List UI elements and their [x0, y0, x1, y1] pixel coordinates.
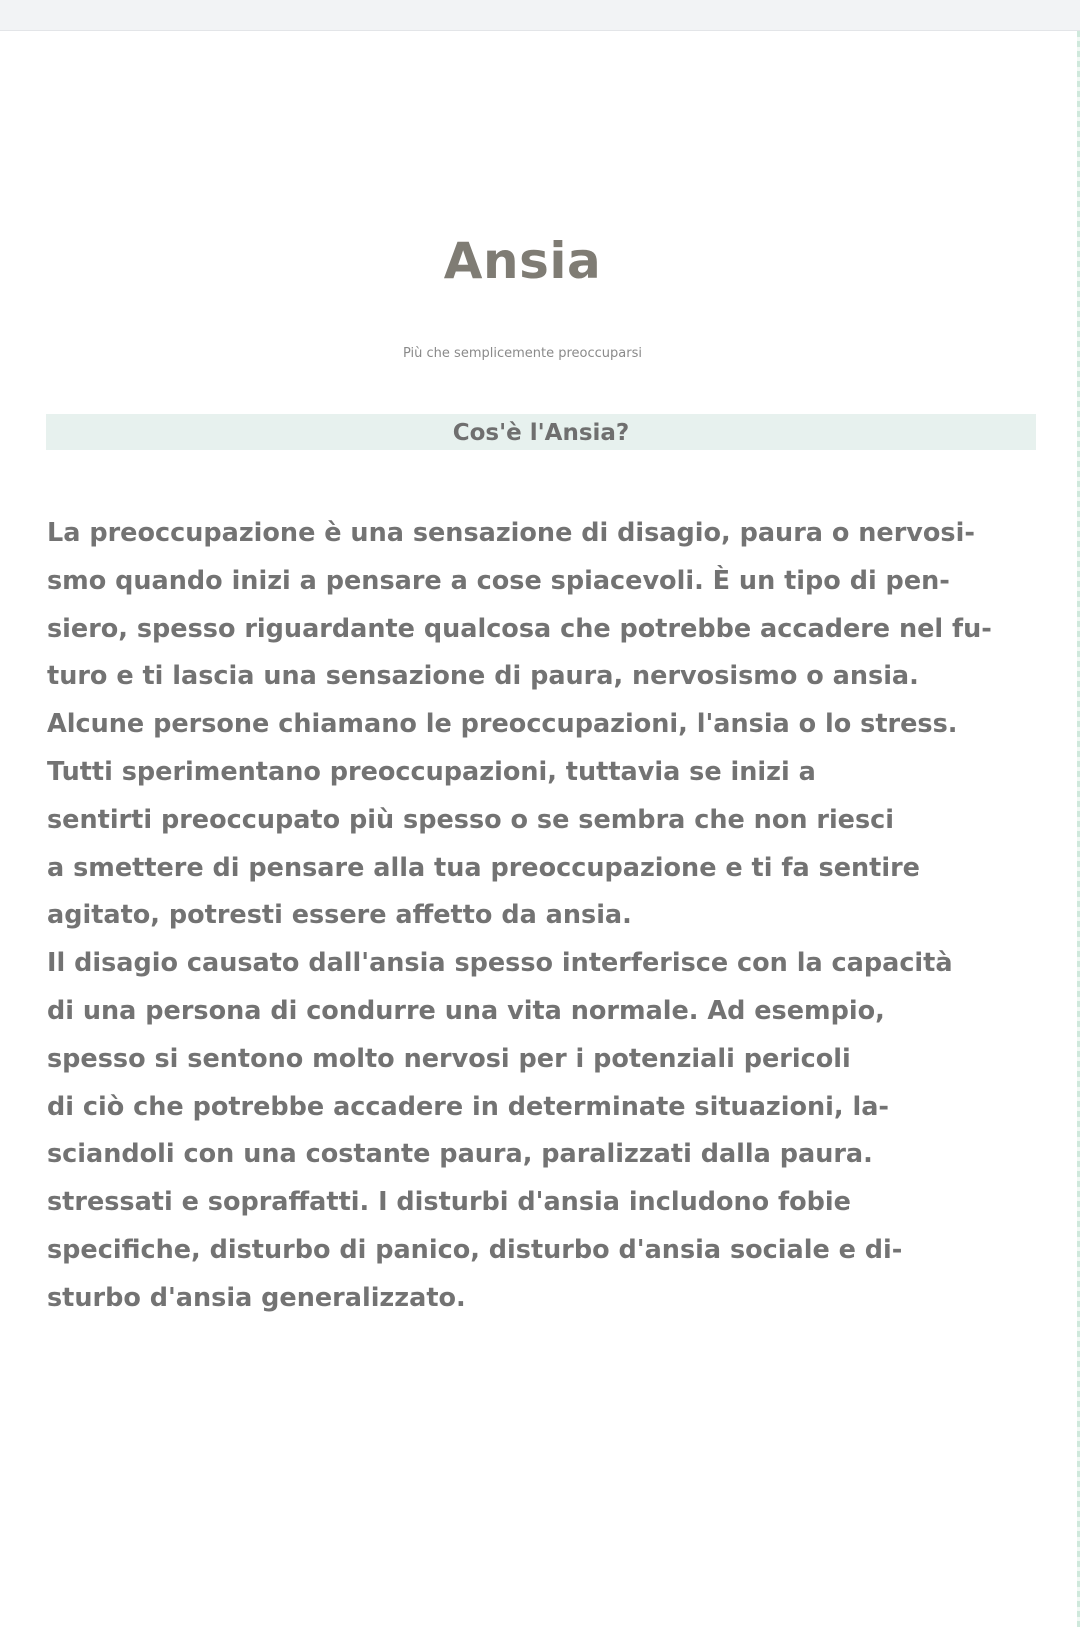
body-line: sciandoli con una costante paura, paralizzati dalla paura.: [47, 1139, 873, 1170]
article-body: [47, 510, 1057, 1323]
page-subtitle: Più che semplicemente preoccuparsi: [403, 346, 642, 361]
body-line: stressati e sopraffatti. I disturbi d'ansia includono fobie: [47, 1187, 851, 1218]
body-line: di una persona di condurre una vita normale. Ad esempio,: [47, 995, 885, 1026]
body-line: a smettere di pensare alla tua preoccupazione e ti fa sentire: [47, 852, 920, 883]
body-line: specifiche, disturbo di panico, disturbo d'ansia sociale e di-: [47, 1234, 903, 1265]
body-line: Il disagio causato dall'ansia spesso interferisce con la capacità: [47, 948, 953, 979]
page-title: Ansia: [443, 232, 602, 290]
body-line: di ciò che potrebbe accadere in determinate situazioni, la-: [47, 1091, 889, 1122]
body-line: Alcune persone chiamano le preoccupazioni, l'ansia o lo stress.: [47, 709, 958, 740]
body-line: Tutti sperimentano preoccupazioni, tuttavia se inizi a: [47, 756, 816, 787]
body-line: La preoccupazione è una sensazione di disagio, paura o nervosi-: [47, 518, 975, 548]
body-line: siero, spesso riguardante qualcosa che potrebbe accadere nel fu-: [47, 613, 992, 644]
body-line: turo e ti lascia una sensazione di paura, nervosismo o ansia.: [47, 661, 919, 692]
top-bar: [0, 0, 1080, 31]
body-line: sentirti preoccupato più spesso o se sembra che non riesci: [47, 804, 895, 835]
section-title: Cos'è l'Ansia?: [452, 420, 630, 446]
body-line: agitato, potresti essere affetto da ansia.: [47, 900, 632, 931]
body-line: sturbo d'ansia generalizzato.: [47, 1282, 466, 1313]
body-line: spesso si sentono molto nervosi per i potenziali pericoli: [47, 1043, 851, 1074]
body-line: smo quando inizi a pensare a cose spiacevoli. È un tipo di pen-: [47, 565, 950, 596]
